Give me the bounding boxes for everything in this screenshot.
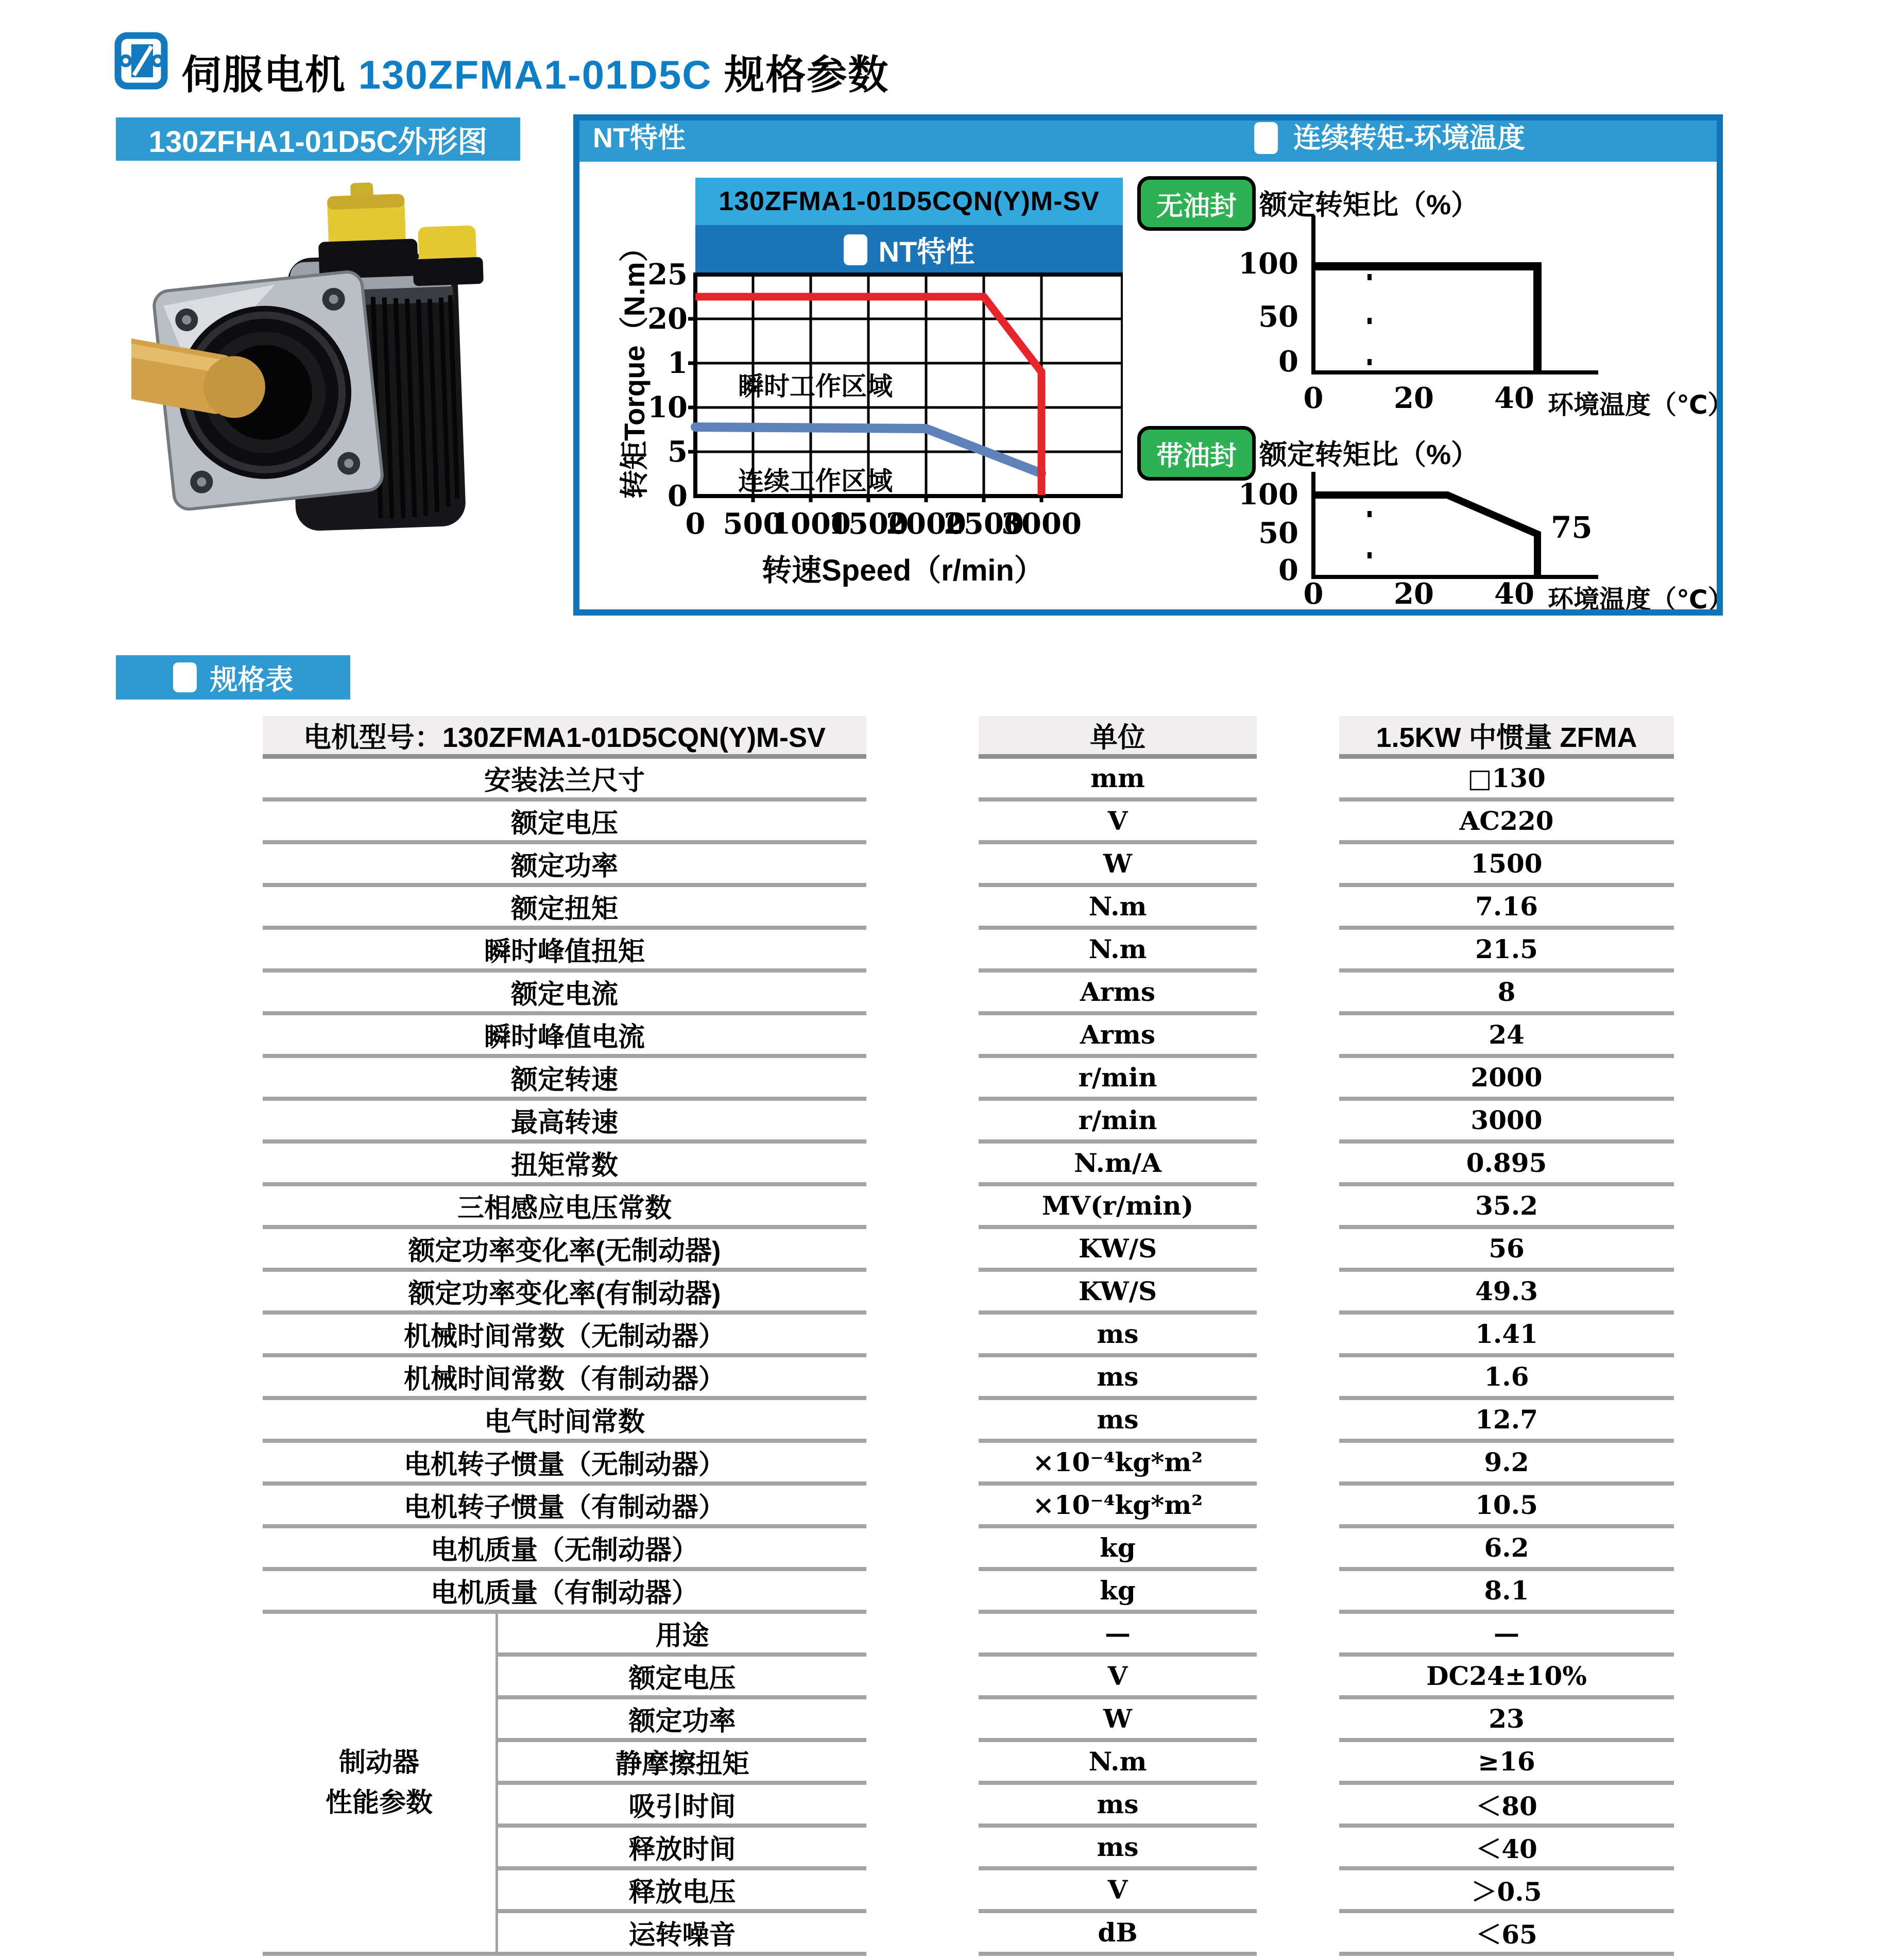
param-unit-text: Arms: [1080, 1019, 1156, 1050]
param-unit: [979, 1699, 1257, 1742]
param-value: [1339, 759, 1674, 802]
param-unit: [979, 802, 1257, 844]
spec-table: [263, 716, 1674, 1956]
param-value-text: 12.7: [1475, 1404, 1538, 1435]
param-value-text: ＜40: [1476, 1833, 1537, 1864]
table-row: [263, 1101, 1674, 1144]
table-row: [263, 1272, 1674, 1315]
header-model: [263, 716, 866, 759]
param-value-text: 0.895: [1466, 1148, 1547, 1178]
temp1-plot: [1292, 212, 1602, 377]
param-unit-text: KW/S: [1078, 1233, 1157, 1264]
nt-x-tick: 2000: [886, 507, 966, 541]
param-value-text: 3000: [1470, 1105, 1543, 1135]
param-name: [263, 1186, 866, 1229]
param-value: [1339, 1785, 1674, 1828]
param-value: [1339, 1015, 1674, 1058]
table-row: [263, 1015, 1674, 1058]
param-unit-text: N.m: [1088, 891, 1147, 922]
param-value: [1339, 1742, 1674, 1785]
param-unit-text: ms: [1097, 1404, 1139, 1435]
param-unit-text: r/min: [1078, 1105, 1157, 1135]
param-name-text: 额定功率: [510, 851, 618, 881]
brake-group-label-line1: 制动器: [338, 1748, 419, 1778]
param-value: [1339, 1571, 1674, 1614]
param-value: [1339, 1315, 1674, 1357]
param-unit: [979, 1058, 1257, 1101]
param-value: [1339, 1870, 1674, 1913]
nt-chart-subtitle-text: NT特性: [878, 235, 975, 268]
param-name-text: 扭矩常数: [510, 1151, 618, 1181]
table-row: [263, 844, 1674, 887]
param-value-text: 35.2: [1475, 1190, 1538, 1221]
param-name: [263, 1528, 866, 1571]
brake-group-label-line2: 性能参数: [325, 1788, 433, 1818]
param-value-text: 9.2: [1484, 1447, 1529, 1477]
param-name-text: 机械时间常数（有制动器）: [403, 1365, 725, 1394]
param-unit: [979, 1913, 1257, 1956]
param-name: [263, 1571, 866, 1614]
param-name-text: 静摩擦扭矩: [615, 1749, 749, 1779]
param-value: [1339, 1272, 1674, 1315]
param-value: [1339, 844, 1674, 887]
header-unit: [979, 716, 1257, 759]
param-value-text: 8.1: [1484, 1575, 1529, 1606]
param-name: [495, 1699, 866, 1742]
param-unit: [979, 1785, 1257, 1828]
param-unit-text: ×10⁻⁴kg*m²: [1032, 1490, 1203, 1520]
param-name-text: 额定转速: [510, 1065, 618, 1095]
param-value-text: 6.2: [1484, 1532, 1529, 1563]
temp1-x-tick: 0: [1303, 381, 1324, 415]
param-value: [1339, 1699, 1674, 1742]
nt-x-tick: 3000: [1001, 507, 1082, 541]
param-unit: [979, 887, 1257, 930]
param-unit: [979, 1443, 1257, 1486]
nt-y-tick: 1: [668, 346, 688, 380]
param-unit: [979, 1186, 1257, 1229]
param-value: [1339, 887, 1674, 930]
param-name: [263, 759, 866, 802]
param-unit-text: kg: [1100, 1532, 1136, 1563]
param-unit: [979, 1229, 1257, 1272]
param-value-text: 7.16: [1475, 891, 1538, 922]
param-unit: [979, 1144, 1257, 1186]
nt-chart-title-text: 130ZFMA1-01D5CQN(Y)M-SV: [719, 186, 1100, 216]
param-name-text: 瞬时峰值扭矩: [484, 937, 645, 967]
param-name-text: 三相感应电压常数: [457, 1194, 672, 1223]
param-value: [1339, 973, 1674, 1015]
param-unit-text: ×10⁻⁴kg*m²: [1032, 1447, 1203, 1477]
param-unit-text: kg: [1100, 1575, 1136, 1606]
param-value-text: 21.5: [1475, 934, 1538, 964]
param-value: [1339, 1058, 1674, 1101]
table-row: [263, 1229, 1674, 1272]
table-row: [263, 1486, 1674, 1528]
param-unit: [979, 1571, 1257, 1614]
param-value: [1339, 802, 1674, 844]
param-name-text: 释放时间: [628, 1835, 736, 1865]
nt-x-axis-title: 转速Speed（r/min）: [762, 554, 1044, 587]
temp2-x-tick: 20: [1394, 577, 1434, 611]
param-unit: [979, 759, 1257, 802]
param-name-text: 运转噪音: [628, 1920, 736, 1950]
spec-table-badge-label: 规格表: [210, 664, 294, 695]
param-unit-text: V: [1107, 1661, 1128, 1691]
square-icon: [1254, 122, 1278, 154]
param-name-text: 安装法兰尺寸: [484, 766, 645, 796]
param-value-text: ≥16: [1478, 1746, 1535, 1777]
temp2-x-tick: 40: [1494, 577, 1534, 611]
param-unit: [979, 1614, 1257, 1657]
param-value-text: 49.3: [1475, 1276, 1538, 1306]
param-value: [1339, 1528, 1674, 1571]
param-unit-text: MV(r/min): [1041, 1190, 1194, 1221]
table-row: [263, 973, 1674, 1015]
param-unit: [979, 1272, 1257, 1315]
param-name-text: 额定扭矩: [510, 894, 618, 924]
outline-panel-header: [116, 117, 520, 161]
param-unit-text: V: [1107, 806, 1128, 836]
param-value-text: □130: [1467, 763, 1546, 793]
table-row: [263, 1443, 1674, 1486]
param-unit-text: N.m: [1088, 1746, 1147, 1777]
table-row: [263, 1186, 1674, 1229]
param-name-text: 额定功率: [628, 1707, 736, 1736]
param-unit-text: mm: [1090, 763, 1145, 793]
table-row: [263, 1315, 1674, 1357]
table-row: [263, 1357, 1674, 1400]
param-name-text: 电机质量（有制动器）: [430, 1578, 698, 1608]
temp1-y-label: 额定转矩比（%）: [1259, 190, 1479, 220]
instant-region-label: 瞬时工作区域: [738, 372, 893, 401]
param-name-text: 用途: [655, 1621, 709, 1651]
nt-chart-title: [695, 178, 1123, 225]
nt-panel-header: [573, 114, 1723, 162]
square-icon: [173, 662, 197, 692]
nt-x-tick: 1000: [771, 507, 851, 541]
motor-logo-icon: [114, 32, 168, 90]
param-value-text: 8: [1497, 977, 1516, 1007]
temp2-x-tick: 0: [1303, 577, 1324, 611]
param-value-text: 23: [1489, 1703, 1525, 1734]
outline-panel-title: 130ZFHA1-01D5C外形图: [148, 125, 488, 159]
param-unit: [979, 1101, 1257, 1144]
temp1-x-axis-title: 环境温度（℃）: [1548, 390, 1734, 419]
param-value-text: 10.5: [1475, 1490, 1538, 1520]
table-row: [263, 887, 1674, 930]
param-unit-text: ms: [1097, 1361, 1139, 1392]
nt-x-tick: 1500: [828, 507, 909, 541]
param-value: [1339, 1144, 1674, 1186]
param-name: [263, 973, 866, 1015]
param-unit-text: W: [1103, 1703, 1133, 1734]
table-row: [263, 1400, 1674, 1443]
param-value: [1339, 1486, 1674, 1528]
param-value-text: 24: [1489, 1019, 1525, 1050]
param-name: [495, 1657, 866, 1699]
table-row: [263, 1144, 1674, 1186]
param-unit: [979, 1015, 1257, 1058]
param-name-text: 吸引时间: [628, 1792, 736, 1822]
param-value: [1339, 1229, 1674, 1272]
param-name: [263, 1015, 866, 1058]
param-name-text: 额定功率变化率(有制动器): [408, 1279, 721, 1309]
param-name: [263, 887, 866, 930]
param-name-text: 最高转速: [510, 1108, 618, 1138]
spec-table-badge: [116, 655, 350, 700]
param-value: [1339, 1913, 1674, 1956]
param-value: [1339, 1101, 1674, 1144]
param-name-text: 电气时间常数: [484, 1407, 645, 1437]
param-name: [263, 1272, 866, 1315]
continuous-region-label: 连续工作区域: [738, 467, 893, 496]
temp1-x-tick: 40: [1494, 381, 1534, 415]
param-name: [495, 1828, 866, 1870]
param-value: [1339, 1357, 1674, 1400]
param-name-text: 机械时间常数（无制动器）: [403, 1322, 725, 1352]
page-title: [181, 43, 889, 100]
param-unit-text: KW/S: [1078, 1276, 1157, 1306]
param-unit-text: dB: [1098, 1917, 1138, 1948]
nt-y-tick: 20: [647, 302, 688, 336]
param-value: [1339, 1400, 1674, 1443]
param-unit: [979, 1742, 1257, 1785]
param-name: [263, 1101, 866, 1144]
temp2-y-tick: 0: [1278, 553, 1298, 587]
param-unit: [979, 1400, 1257, 1443]
param-value-text: —: [1494, 1618, 1519, 1648]
param-name: [263, 1486, 866, 1528]
temp2-curve: [1313, 495, 1537, 575]
param-name-text: 释放电压: [628, 1878, 736, 1907]
table-row: [263, 759, 1674, 802]
table-row: [263, 930, 1674, 973]
param-name-text: 电机转子惯量（有制动器）: [403, 1493, 725, 1523]
param-value: [1339, 930, 1674, 973]
temp2-y-label: 额定转矩比（%）: [1259, 439, 1479, 470]
nt-y-tick: 0: [668, 479, 688, 513]
header-series-text: 1.5KW 中惯量 ZFMA: [1376, 722, 1637, 753]
param-unit-text: W: [1103, 848, 1133, 879]
param-name: [263, 1443, 866, 1486]
param-name-text: 额定电流: [510, 980, 618, 1010]
with-oil-seal-badge: 带油封: [1137, 426, 1256, 481]
table-row: [263, 1058, 1674, 1101]
param-value-text: DC24±10%: [1426, 1661, 1587, 1691]
nt-x-tick: 0: [685, 507, 706, 541]
param-name: [263, 1229, 866, 1272]
page-title-suffix: 规格参数: [712, 52, 890, 97]
param-value: [1339, 1828, 1674, 1870]
temp1-y-tick: 100: [1238, 247, 1298, 281]
nt-y-tick: 10: [647, 390, 688, 424]
param-unit: [979, 844, 1257, 887]
param-value: [1339, 1443, 1674, 1486]
param-unit-text: N.m/A: [1074, 1148, 1161, 1178]
param-name-text: 电机转子惯量（无制动器）: [403, 1450, 725, 1480]
param-name: [263, 1315, 866, 1357]
param-unit: [979, 973, 1257, 1015]
table-row: [263, 802, 1674, 844]
nt-x-tick: 2500: [944, 507, 1024, 541]
param-name: [263, 802, 866, 844]
nt-y-tick: 25: [647, 258, 688, 292]
nt-header-label: NT特性: [593, 123, 686, 154]
table-header-row: [263, 716, 1674, 759]
temp1-y-tick: 0: [1278, 345, 1298, 379]
param-name: [495, 1870, 866, 1913]
param-unit-text: V: [1107, 1874, 1128, 1905]
page-title-prefix: 伺服电机: [181, 52, 358, 97]
param-name-text: 瞬时峰值电流: [484, 1022, 645, 1052]
param-name-text: 电机质量（无制动器）: [430, 1536, 698, 1565]
header-model-text: 电机型号：130ZFMA1-01D5CQN(Y)M-SV: [303, 722, 826, 753]
param-name-text: 额定电压: [628, 1664, 736, 1694]
param-name: [495, 1614, 866, 1657]
brake-group-label: [263, 1614, 495, 1956]
param-name: [263, 1144, 866, 1186]
param-name: [263, 1400, 866, 1443]
temp-header-label: 连续转矩-环境温度: [1293, 123, 1525, 154]
header-series: [1339, 716, 1674, 759]
temp2-y-tick: 50: [1258, 516, 1298, 550]
temp2-annotation: 75: [1551, 510, 1593, 545]
temp2-y-tick: 100: [1238, 478, 1298, 512]
nt-panel: [573, 114, 1734, 616]
param-value: [1339, 1186, 1674, 1229]
nt-y-tick: 5: [668, 435, 688, 469]
param-value-text: 1500: [1470, 848, 1543, 879]
param-unit-text: Arms: [1080, 977, 1156, 1007]
param-name: [263, 1058, 866, 1101]
param-unit: [979, 1315, 1257, 1357]
param-value: [1339, 1614, 1674, 1657]
param-unit-text: ms: [1097, 1789, 1139, 1819]
param-unit-text: —: [1105, 1618, 1131, 1648]
param-unit: [979, 930, 1257, 973]
header-unit-text: 单位: [1090, 722, 1145, 753]
servo-motor-photo: [131, 170, 507, 582]
param-name: [495, 1913, 866, 1956]
param-name: [263, 1357, 866, 1400]
param-value: [1339, 1657, 1674, 1699]
param-unit: [979, 1657, 1257, 1699]
page-title-model: 130ZFMA1-01D5C: [358, 52, 712, 97]
nt-y-axis-title: 转矩Torque（N.m）: [618, 233, 651, 499]
temp1-x-tick: 20: [1394, 381, 1434, 415]
param-name-text: 额定功率变化率(无制动器): [408, 1236, 721, 1266]
param-unit: [979, 1870, 1257, 1913]
param-unit: [979, 1357, 1257, 1400]
param-value-text: 1.6: [1484, 1361, 1529, 1392]
param-unit-text: ms: [1097, 1832, 1139, 1862]
param-value-text: 56: [1489, 1233, 1525, 1264]
param-unit: [979, 1828, 1257, 1870]
param-value-text: ＞0.5: [1471, 1876, 1542, 1907]
temp1-curve: [1313, 266, 1537, 370]
param-value-text: ＜65: [1476, 1919, 1537, 1950]
temp2-x-axis-title: 环境温度（℃）: [1548, 585, 1734, 614]
param-unit: [979, 1528, 1257, 1571]
no-oil-seal-badge: 无油封: [1137, 176, 1256, 231]
param-unit-text: r/min: [1078, 1062, 1157, 1093]
param-value-text: ＜80: [1476, 1791, 1537, 1821]
param-value-text: 2000: [1470, 1062, 1543, 1093]
param-value-text: 1.41: [1475, 1319, 1538, 1349]
param-name: [263, 930, 866, 973]
param-name: [263, 844, 866, 887]
table-row: [263, 1571, 1674, 1614]
param-name: [495, 1785, 866, 1828]
param-name: [495, 1742, 866, 1785]
param-value-text: AC220: [1459, 806, 1554, 836]
param-name-text: 额定电压: [510, 809, 618, 839]
param-unit: [979, 1486, 1257, 1528]
temp1-y-tick: 50: [1258, 300, 1298, 334]
param-unit-text: N.m: [1088, 934, 1147, 964]
param-unit-text: ms: [1097, 1319, 1139, 1349]
square-icon: [844, 234, 867, 265]
table-row: [263, 1528, 1674, 1571]
nt-chart-subtitle: [695, 225, 1123, 275]
nt-x-tick: 500: [723, 507, 783, 541]
